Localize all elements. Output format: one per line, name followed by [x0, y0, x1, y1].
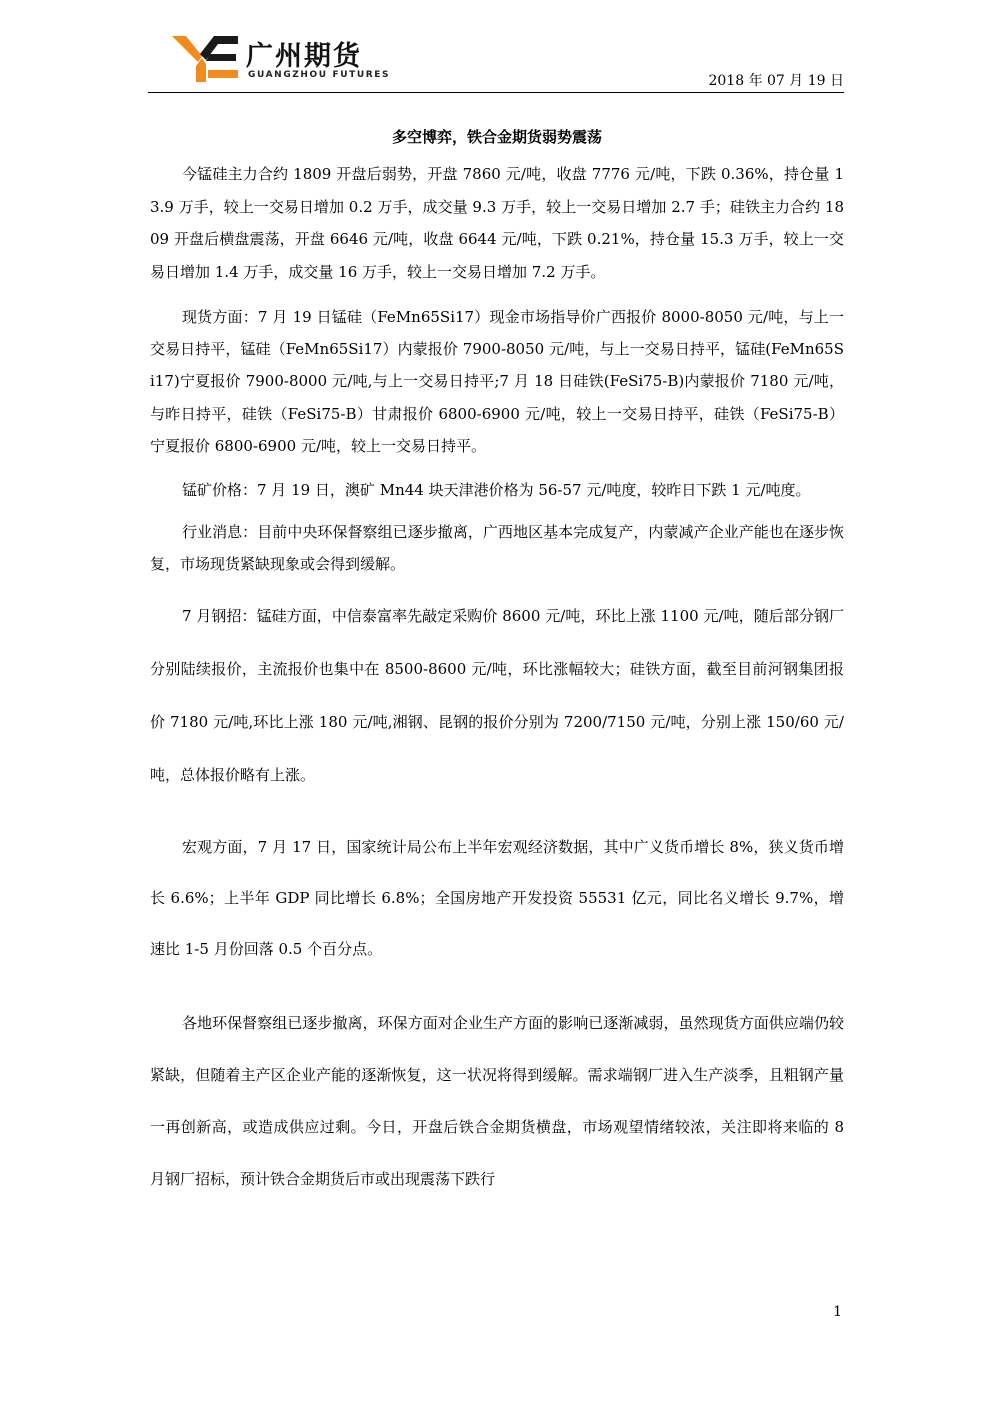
report-date: 2018 年 07 月 19 日: [708, 73, 844, 89]
article-body: [150, 124, 844, 1205]
paragraph-futures-market: 今锰硅主力合约 1809 开盘后弱势，开盘 7860 元/吨，收盘 7776 元/吨，下跌 0.36%，持仓量 13.9 万手，较上一交易日增加 0.2 万手，成交量 9.3 万手，较上一交易日增加 2.7 手；硅铁主力合约 1809 开盘后横盘震荡，开盘 6646 元/吨，收盘 6644 元/吨，下跌 0.21%，持仓量 15.3 万手，较上一交易日增加 1.4 万手，成交量 16 万手，较上一交易日增加 7.2 万手。: [150, 165, 844, 281]
paragraph-outlook: 各地环保督察组已逐步撤离，环保方面对企业生产方面的影响已逐渐减弱，虽然现货方面供应端仍较紧缺，但随着主产区企业产能的逐渐恢复，这一状况将得到缓解。需求端钢厂进入生产淡季，且粗钢产量一再创新高，或造成供应过剩。今日，开盘后铁合金期货横盘，市场观望情绪较浓，关注即将来临的 8 月钢厂招标，预计铁合金期货后市或出现震荡下跌行: [150, 1014, 844, 1189]
page-number: 1: [833, 1304, 842, 1320]
paragraph-macro: 宏观方面，7 月 17 日，国家统计局公布上半年宏观经济数据，其中广义货币增长 8%，狭义货币增长 6.6%；上半年 GDP 同比增长 6.8%；全国房地产开发投资 55531 亿元，同比名义增长 9.7%，增速比 1-5 月份回落 0.5 个百分点。: [150, 838, 844, 959]
page-header: [148, 28, 844, 94]
paragraph-manganese-ore: 锰矿价格：7 月 19 日，澳矿 Mn44 块天津港价格为 56-57 元/吨度，较昨日下跌 1 元/吨度。: [182, 481, 811, 500]
logo-chinese-name: 广州期货: [246, 41, 362, 72]
paragraph-steel-tender: 7 月钢招：锰硅方面，中信泰富率先敲定采购价 8600 元/吨，环比上涨 1100 元/吨，随后部分钢厂分别陆续报价，主流报价也集中在 8500-8600 元/吨，环比涨幅较大；硅铁方面，截至目前河钢集团报价 7180 元/吨,环比上涨 180 元/吨,湘钢、昆钢的报价分别为 7200/7150 元/吨，分别上涨 150/60 元/吨，总体报价略有上涨。: [150, 607, 844, 785]
paragraph-spot-market: 现货方面：7 月 19 日锰硅（FeMn65Si17）现金市场指导价广西报价 8000-8050 元/吨，与上一交易日持平，锰硅（FeMn65Si17）内蒙报价 7900-8050 元/吨，与上一交易日持平，锰硅(FeMn65Si17)宁夏报价 7900-8000 元/吨,与上一交易日持平;7 月 18 日硅铁(FeSi75-B)内蒙报价 7180 元/吨，与昨日持平，硅铁（FeSi75-B）甘肃报价 6800-6900 元/吨，较上一交易日持平，硅铁（FeSi75-B）宁夏报价 6800-6900 元/吨，较上一交易日持平。: [150, 308, 844, 455]
paragraph-industry-news: 行业消息：目前中央环保督察组已逐步撤离，广西地区基本完成复产，内蒙减产企业产能也在逐步恢复，市场现货紧缺现象或会得到缓解。: [150, 523, 844, 574]
company-logo: [172, 34, 392, 86]
header-divider: [148, 92, 844, 93]
logo-english-name: GUANGZHOU FUTURES: [248, 70, 391, 80]
logo-mark-icon: [172, 36, 238, 82]
article-title: 多空博弈，铁合金期货弱势震荡: [391, 128, 602, 146]
